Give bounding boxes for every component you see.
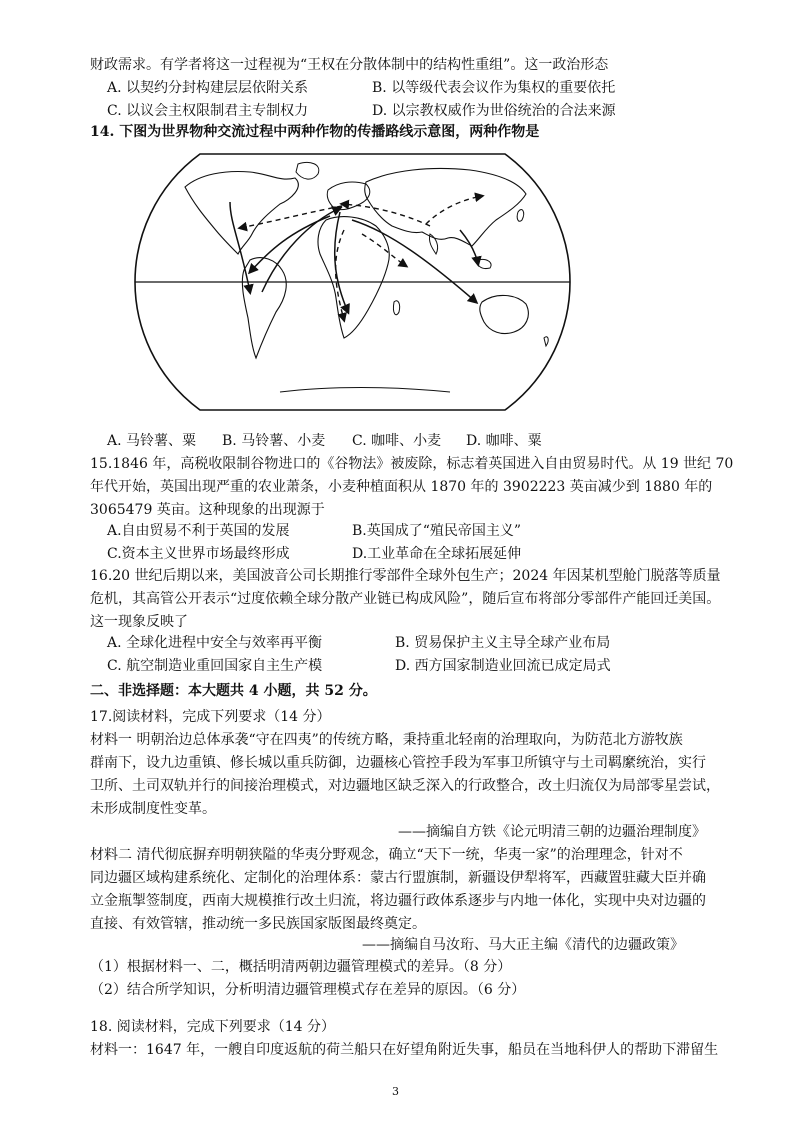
q16-line-3: 这一现象反映了 [90,614,188,630]
q16-option-a: A. 全球化进程中安全与效率再平衡 [107,635,323,651]
q15-option-c: C.资本主义世界市场最终形成 [107,546,290,562]
q15-line-3: 3065479 英亩。这种现象的出现源于 [90,502,325,518]
q16-line-2: 危机，其高管公开表示“过度依赖全球分散产业链已构成风险”，随后宣布将部分零部件产能回迁美国。 [90,591,721,607]
q17-material-2-source: ——摘编自马汝珩、马大正主编《清代的边疆政策》 [362,937,684,953]
islands-japan [517,210,523,222]
q17-material-1-source: ——摘编自方铁《论元明清三朝的边疆治理制度》 [398,824,706,840]
route-solid-europe-to-africa [335,212,348,312]
route-dashed-west-to-east-asia [426,196,482,224]
continent-greenland [296,162,319,179]
continent-africa [318,217,389,338]
world-crop-route-map [130,142,575,422]
q17-material-1-line-3: 卫所、土司双轨并行的间接治理模式，对边疆地区缺乏深入的行政整合，改土归流仅为局部零星尝试， [90,778,720,794]
q17-material-1-line-4: 未形成制度性变革。 [90,801,216,817]
q15-option-a: A.自由贸易不利于英国的发展 [107,523,290,539]
q14-option-b: B. 马铃薯、小麦 [222,433,326,449]
route-dashed-asia-to-europe [342,204,430,226]
route-dashed-to-east-africa [362,234,406,266]
q17-material-1-line-2: 群南下，设九边重镇、修长城以重兵防御，边疆核心管控手段为军事卫所镇守与土司羁縻统治，实行 [90,755,706,771]
route-solid-north-to-south-america [230,202,250,292]
q17-material-2-line-4: 直接、有效管辖，推动统一多民族国家版图最终奠定。 [90,916,426,932]
q15-option-b: B.英国成了“殖民帝国主义” [352,523,522,539]
continent-south-america [242,258,286,358]
islands-southeast-asia [478,259,491,268]
q17-material-2-line-1: 材料二 清代彻底摒弃明朝狭隘的华夷分野观念，确立“天下一统，华夷一家”的治理理念，针对不 [90,847,683,863]
q13-option-c: C. 以议会主权限制君主专制权力 [107,103,309,119]
section-2-heading: 二、非选择题：本大题共 4 小题，共 52 分。 [90,683,377,699]
q14-option-a: A. 马铃薯、粟 [107,433,197,449]
q17-material-1-line-1: 材料一 明朝治边总体承袭“守在四夷”的传统方略，秉持重北轻南的治理取向，为防范北方游牧族 [90,732,683,748]
q16-option-c: C. 航空制造业重回国家自主生产模 [107,658,323,674]
q13-option-a: A. 以契约分封构建层层依附关系 [107,80,309,96]
island-madagascar [393,301,399,315]
q14-option-d: D. 咖啡、粟 [466,433,542,449]
world-map-figure [130,142,575,422]
q17-title: 17.阅读材料，完成下列要求（14 分） [90,709,331,725]
q17-subquestion-1: （1）根据材料一、二，概括明清两朝边疆管理模式的差异。（8 分） [90,959,512,975]
q16-option-d: D. 西方国家制造业回流已成定局式 [395,658,611,674]
continent-europe [327,182,370,210]
q14-option-c: C. 咖啡、小麦 [352,433,442,449]
q13-option-b: B. 以等级代表会议作为集权的重要依托 [372,80,616,96]
continent-asia [365,169,526,247]
route-solid-asia-south [460,230,478,264]
q14-stem: 14. 下图为世界物种交流过程中两种作物的传播路线示意图，两种作物是 [90,124,540,140]
q17-material-2-line-3: 立金瓶掣签制度，西南大规模推行改土归流，将边疆行政体系逐步与内地一体化，实现中央对边疆的 [90,893,706,909]
q18-title: 18. 阅读材料，完成下列要求（14 分） [90,1019,335,1035]
page-number: 3 [392,1085,399,1098]
q15-line-2: 年代开始，英国出现严重的农业萧条，小麦种植面积从 1870 年的 3902223 英亩减少到 1880 年的 [90,479,713,495]
continent-antarctica [280,388,450,393]
route-solid-americas-to-europe [262,208,340,292]
q13-stem-tail: 财政需求。有学者将这一过程视为“王权在分散体制中的结构性重组”。这一政治形态 [90,57,609,73]
q15-option-d: D.工业革命在全球拓展延伸 [352,546,522,562]
q13-option-d: D. 以宗教权威作为世俗统治的合法来源 [372,103,616,119]
continent-north-america [185,172,298,254]
continent-australia [480,295,529,333]
q17-material-2-line-2: 同边疆区域构建系统化、定制化的治理体系：蒙古行盟旗制，新疆设伊犁将军，西藏置驻藏大臣并确 [90,870,706,886]
q16-option-b: B. 贸易保护主义主导全球产业布局 [395,635,611,651]
q17-subquestion-2: （2）结合所学知识，分析明清边疆管理模式存在差异的原因。（6 分） [90,982,526,998]
islands-new-zealand [544,337,548,346]
q18-material-1-line-1: 材料一：1647 年，一艘自印度返航的荷兰船只在好望角附近失事，船员在当地科伊人的帮助下滞留生 [90,1042,719,1058]
q16-line-1: 16.20 世纪后期以来，美国波音公司长期推行零部件全球外包生产；2024 年因某机型舱门脱落等质量 [90,568,721,584]
q15-line-1: 15.1846 年，高税收限制谷物进口的《谷物法》被废除，标志着英国进入自由贸易时代。从 19 世纪 70 [90,456,734,472]
